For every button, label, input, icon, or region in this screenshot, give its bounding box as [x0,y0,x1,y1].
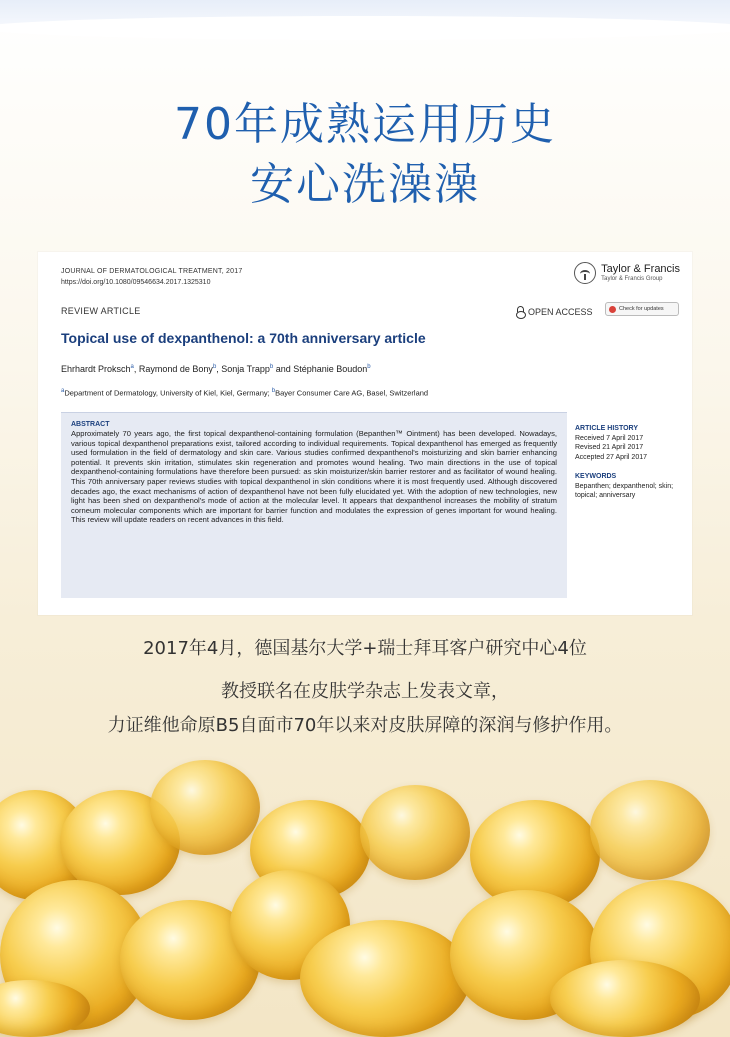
publisher-name: Taylor & Francis [601,263,680,275]
description-line-2: 教授联名在皮肤学杂志上发表文章， [221,681,509,702]
check-updates-icon [609,306,616,313]
abstract-label: ABSTRACT [71,421,110,428]
author-separator: , [133,364,139,374]
history-revised: Revised 21 April 2017 [575,444,644,451]
headline-line-1: 70年成熟运用历史 [174,99,556,150]
history-label: ARTICLE HISTORY [575,425,639,432]
author-affil-mark: a [130,364,134,370]
history-received: Received 7 April 2017 [575,434,644,442]
affil-mark: b [271,388,276,394]
history-accepted: Accepted 27 April 2017 [575,453,647,461]
author-separator: , [216,364,222,374]
vitamin-capsule [360,785,470,880]
check-updates-label: Check for updates [619,306,664,312]
keywords-text: Bepanthen; dexpanthenol; skin; topical; anniversary [575,482,674,499]
keywords-label: KEYWORDS [575,473,617,480]
review-article-label: REVIEW ARTICLE [61,306,141,316]
check-updates-button [605,302,679,316]
journal-name: JOURNAL OF DERMATOLOGICAL TREATMENT, 2017 [61,268,243,275]
author-name: Raymond de Bony [138,364,213,374]
author-list [61,364,371,374]
headline-line-2: 安心洗澡澡 [250,159,480,210]
open-access-lock-icon [516,306,524,317]
vitamin-capsule [150,760,260,855]
affiliations [61,388,428,398]
open-access-label: OPEN ACCESS [528,306,593,317]
journal-article-excerpt [38,252,692,615]
vitamin-capsule [590,780,710,880]
author-affil-mark: b [269,364,274,370]
article-sidebar [575,424,685,501]
author-affil-mark: b [367,364,371,370]
vitamin-capsule [300,920,470,1037]
author-name: Stéphanie Boudon [293,364,368,374]
doi-link: https://doi.org/10.1080/09546634.2017.1325310 [61,279,211,286]
abstract-text: Approximately 70 years ago, the first topical dexpanthenol-containing formulation (Bepanthen™ Ointment) has been developed. Nowadays, various topical dexpanthenol preparations exist, tailored according to individual requirements. Topical dexpanthenol has emerged as frequently used formulation in the field of dermatology and skin care. Various studies confirmed dexpanthenol's moisturizing and skin barrier enhancing potential. It prevents skin irritation, stimulates skin regeneration and promotes wound healing. Two main directions in the use of topical dexpanthenol-containing formulations have therefore been pursued: as skin moisturizer/skin barrier restorer and as facilitator of wound healing. This 70th anniversary paper reviews studies with topical dexpanthenol in skin conditions where it is most frequently used. Although discovered decades ago, the exact mechanisms of action of dexpanthenol have not been fully elucidated yet. With the adoption of new technologies, new light has been shed on dexpanthenol's mode of action at the molecular level. It appears that dexpanthenol increases the mobility of stratum corneum molecular components which are important for barrier function and modulates the expression of genes important for wound healing. This review will update readers on recent advances in this field. [71,429,557,525]
abstract-box [61,412,567,598]
taylor-francis-lamp-logo [574,262,596,284]
article-title: Topical use of dexpanthenol: a 70th anniversary article [61,330,426,346]
affiliation-text: Bayer Consumer Care AG, Basel, Switzerland [275,388,429,398]
author-affil-mark: b [212,364,217,370]
description-line-1: 2017年4月，德国基尔大学+瑞士拜耳客户研究中心4位 [143,638,587,659]
affiliation-text: Department of Dermatology, University of Kiel, Kiel, Germany; [64,388,272,398]
publisher-group: Taylor & Francis Group [601,276,663,282]
author-separator: and [273,364,294,374]
vitamin-capsule [550,960,700,1037]
open-access-badge [516,306,593,317]
description-line-3: 力证维他命原B5自面市70年以来对皮肤屏障的深润与修护作用。 [107,715,623,736]
top-wave-decoration [0,0,730,30]
affil-mark: a [61,388,65,394]
author-name: Sonja Trapp [221,364,270,374]
author-name: Ehrhardt Proksch [61,364,131,374]
publisher-logo-block [574,262,680,284]
